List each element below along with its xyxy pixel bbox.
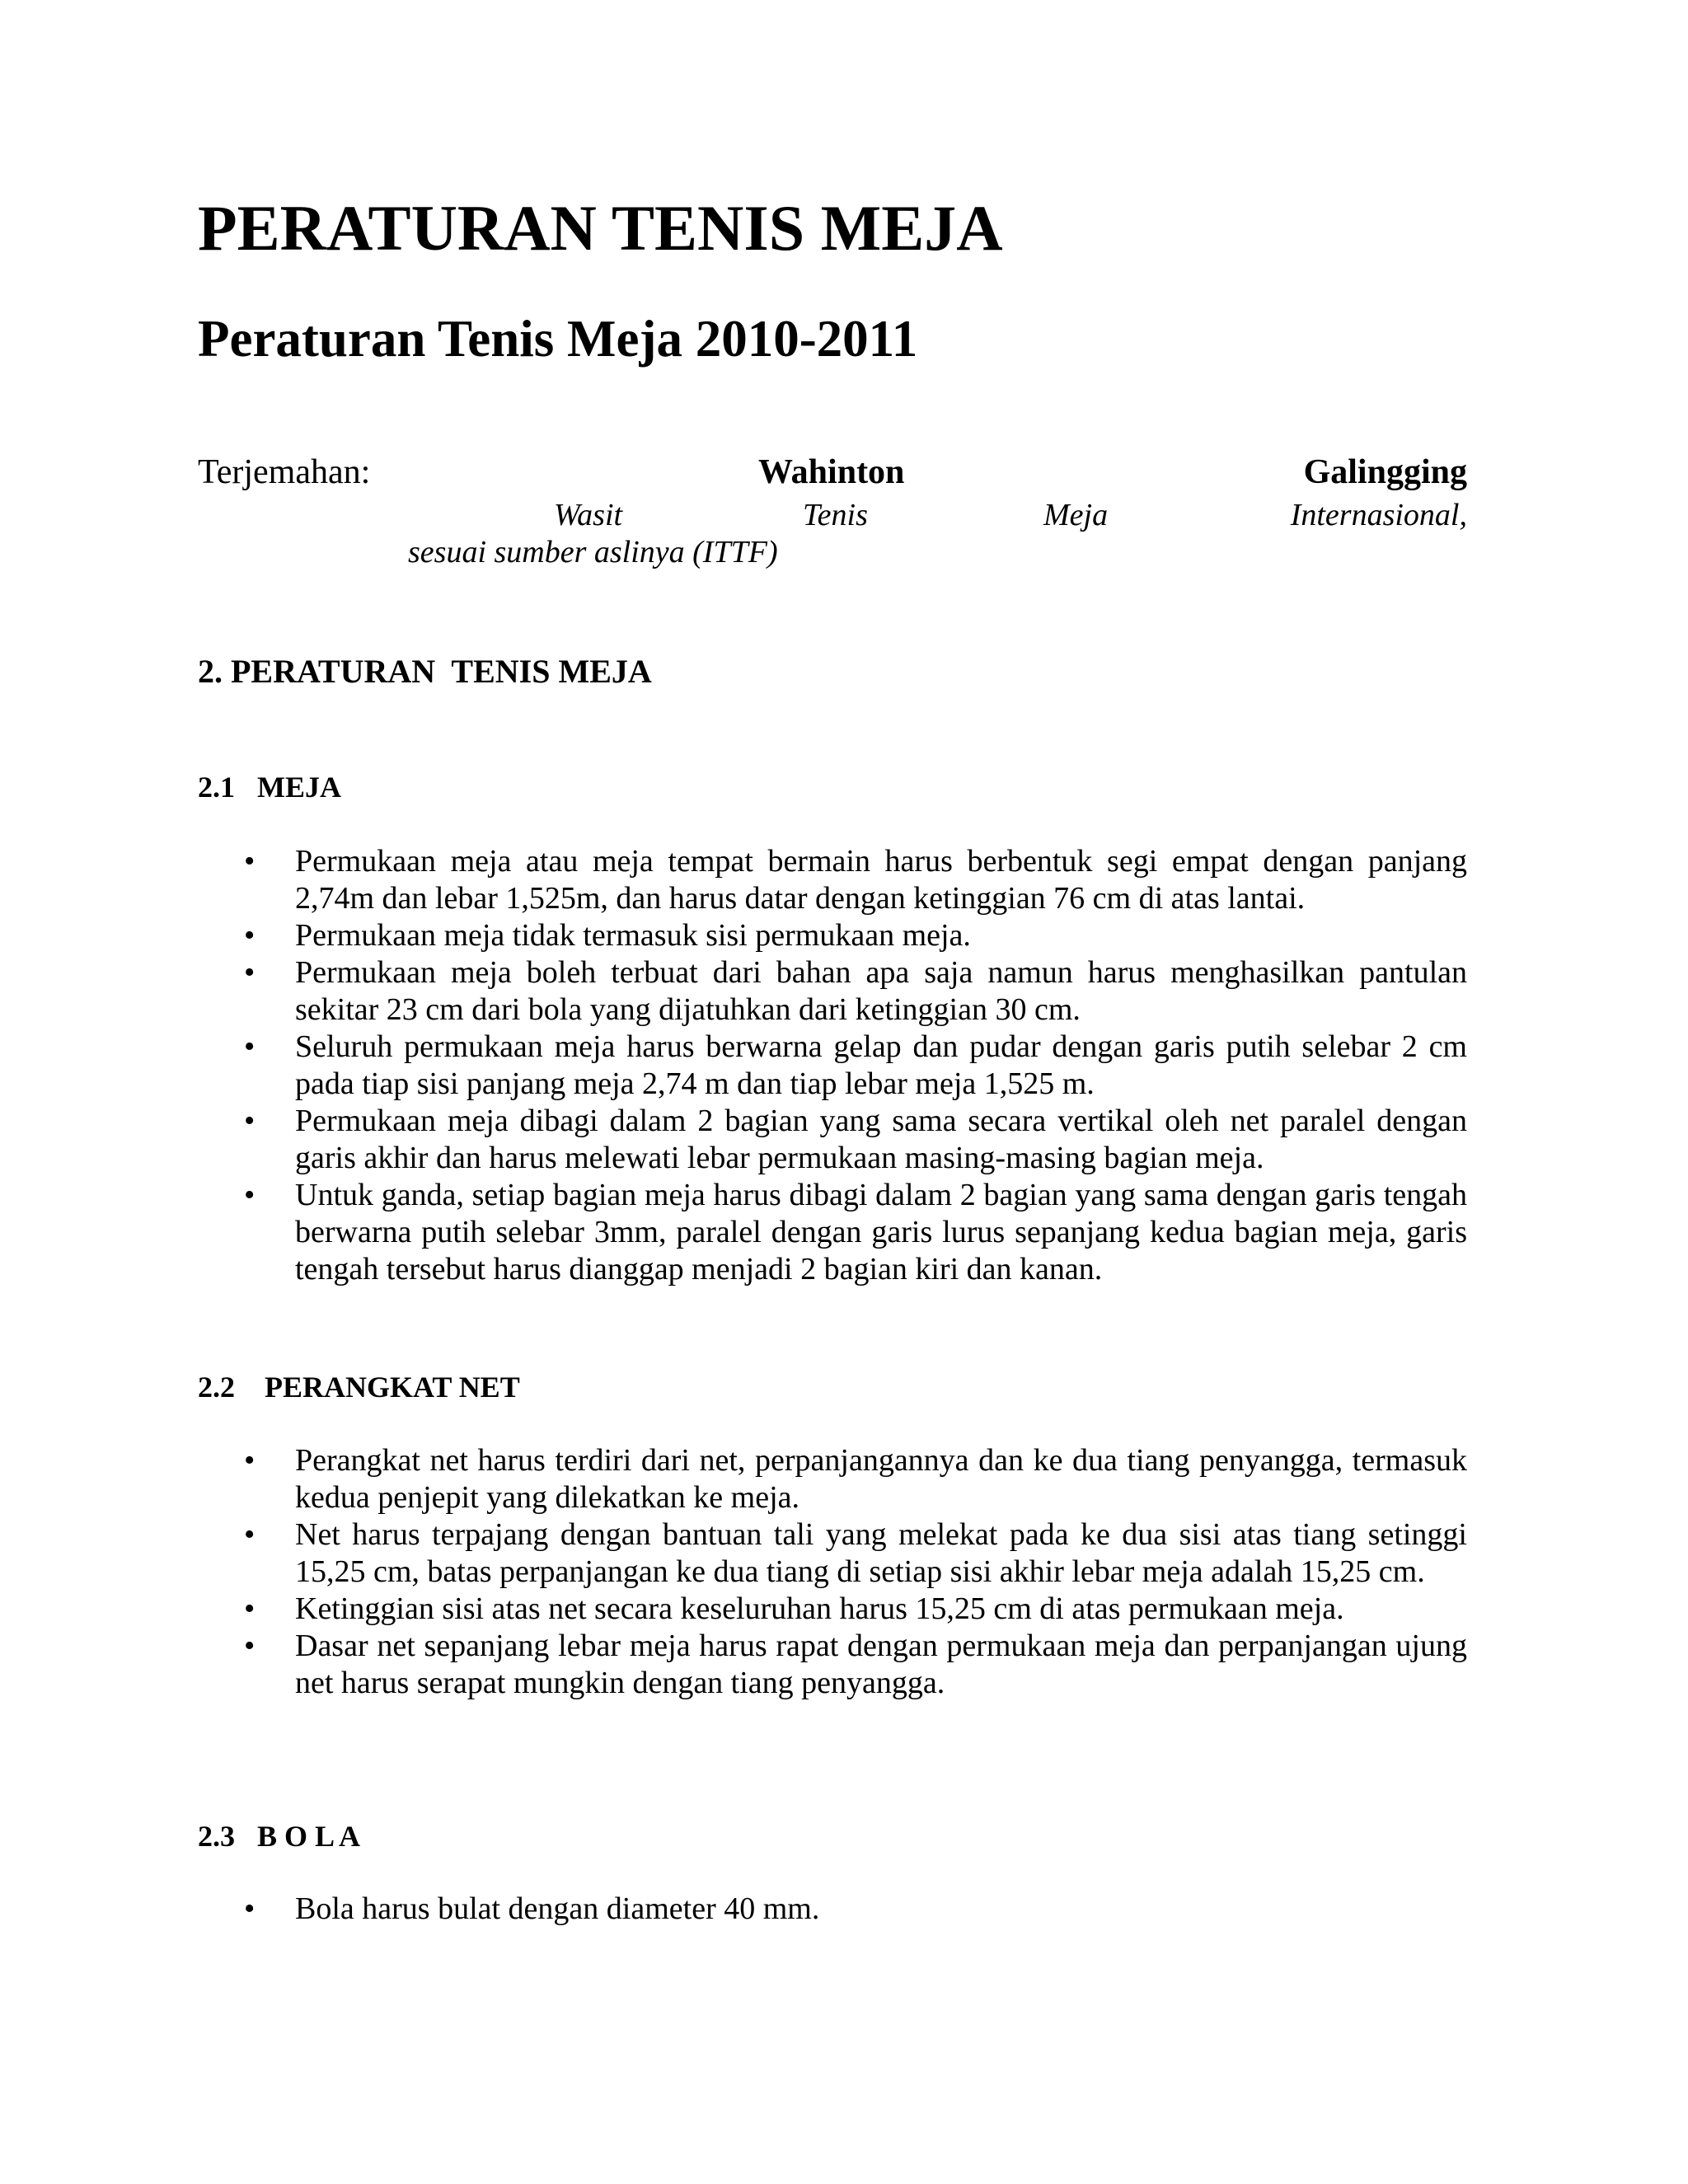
- list-item: [198, 1442, 1467, 1516]
- bullet-icon: •: [244, 1029, 256, 1064]
- list-item-text: Perangkat net harus terdiri dari net, perpanjangannya dan ke dua tiang penyangga, termasuk kedua penjepit yang dilekatkan ke meja.: [295, 1443, 1467, 1515]
- list-item-text: Permukaan meja tidak termasuk sisi permukaan meja.: [295, 918, 971, 953]
- credit-word: Internasional,: [1290, 498, 1467, 532]
- section-heading: 2. PERATURAN TENIS MEJA: [198, 653, 652, 690]
- subsection-heading-bola: 2.3 B O L A: [198, 1820, 361, 1853]
- list-item-text: Ketinggian sisi atas net secara keseluruhan harus 15,25 cm di atas permukaan meja.: [295, 1591, 1344, 1626]
- bullet-icon: •: [244, 918, 256, 953]
- credit-word: Meja: [1043, 498, 1109, 532]
- translator-credit-line: [198, 497, 1467, 533]
- credit-word: Tenis: [803, 498, 868, 532]
- bullet-icon: •: [244, 1104, 256, 1138]
- translator-last-name: Galingging: [1303, 453, 1467, 491]
- bullet-icon: •: [244, 1591, 256, 1626]
- bola-bullet-list: [198, 1891, 1467, 1928]
- list-item: [198, 1029, 1467, 1103]
- translator-line: [198, 452, 1467, 493]
- list-item-text: Bola harus bulat dengan diameter 40 mm.: [295, 1891, 820, 1926]
- translator-first-name: Wahinton: [758, 453, 905, 491]
- bullet-icon: •: [244, 1178, 256, 1212]
- credit-word: Wasit: [554, 498, 623, 532]
- list-item: [198, 1591, 1467, 1628]
- subsection-heading-net: 2.2 PERANGKAT NET: [198, 1371, 520, 1404]
- list-item-text: Net harus terpajang dengan bantuan tali yang melekat pada ke dua sisi atas tiang setinggi 15,25 cm, batas perpanjangan ke dua tiang di setiap sisi akhir lebar meja adalah 15,25 cm.: [295, 1517, 1467, 1589]
- bullet-icon: •: [244, 844, 256, 879]
- list-item: [198, 843, 1467, 917]
- list-item: [198, 1628, 1467, 1702]
- list-item: [198, 954, 1467, 1029]
- translator-source-note: sesuai sumber aslinya (ITTF): [408, 535, 778, 569]
- net-bullet-list: [198, 1442, 1467, 1702]
- bullet-icon: •: [244, 1629, 256, 1663]
- meja-bullet-list: [198, 843, 1467, 1288]
- bullet-icon: •: [244, 955, 256, 990]
- list-item-text: Dasar net sepanjang lebar meja harus rapat dengan permukaan meja dan perpanjangan ujung net harus serapat mungkin dengan tiang penyangga.: [295, 1629, 1467, 1700]
- list-item: [198, 1891, 1467, 1928]
- document-title: PERATURAN TENIS MEJA: [198, 192, 1003, 264]
- bullet-icon: •: [244, 1517, 256, 1552]
- list-item: [198, 1177, 1467, 1288]
- list-item-text: Permukaan meja boleh terbuat dari bahan apa saja namun harus menghasilkan pantulan sekitar 23 cm dari bola yang dijatuhkan dari ketinggian 30 cm.: [295, 955, 1467, 1027]
- translator-label: Terjemahan:: [198, 453, 371, 491]
- bullet-icon: •: [244, 1891, 256, 1926]
- list-item: [198, 1103, 1467, 1177]
- subsection-heading-meja: 2.1 MEJA: [198, 771, 341, 804]
- list-item: [198, 1516, 1467, 1591]
- bullet-icon: •: [244, 1443, 256, 1478]
- list-item-text: Untuk ganda, setiap bagian meja harus dibagi dalam 2 bagian yang sama dengan garis tengah berwarna putih selebar 3mm, paralel dengan garis lurus sepanjang kedua bagian meja, garis tengah tersebut harus dianggap menjadi 2 bagian kiri dan kanan.: [295, 1178, 1467, 1286]
- list-item-text: Seluruh permukaan meja harus berwarna gelap dan pudar dengan garis putih selebar 2 cm pada tiap sisi panjang meja 2,74 m dan tiap lebar meja 1,525 m.: [295, 1029, 1467, 1101]
- list-item-text: Permukaan meja atau meja tempat bermain harus berbentuk segi empat dengan panjang 2,74m dan lebar 1,525m, dan harus datar dengan ketinggian 76 cm di atas lantai.: [295, 844, 1467, 916]
- list-item: [198, 917, 1467, 954]
- list-item-text: Permukaan meja dibagi dalam 2 bagian yang sama secara vertikal oleh net paralel dengan garis akhir dan harus melewati lebar permukaan masing-masing bagian meja.: [295, 1104, 1467, 1175]
- document-subtitle: Peraturan Tenis Meja 2010-2011: [198, 310, 918, 368]
